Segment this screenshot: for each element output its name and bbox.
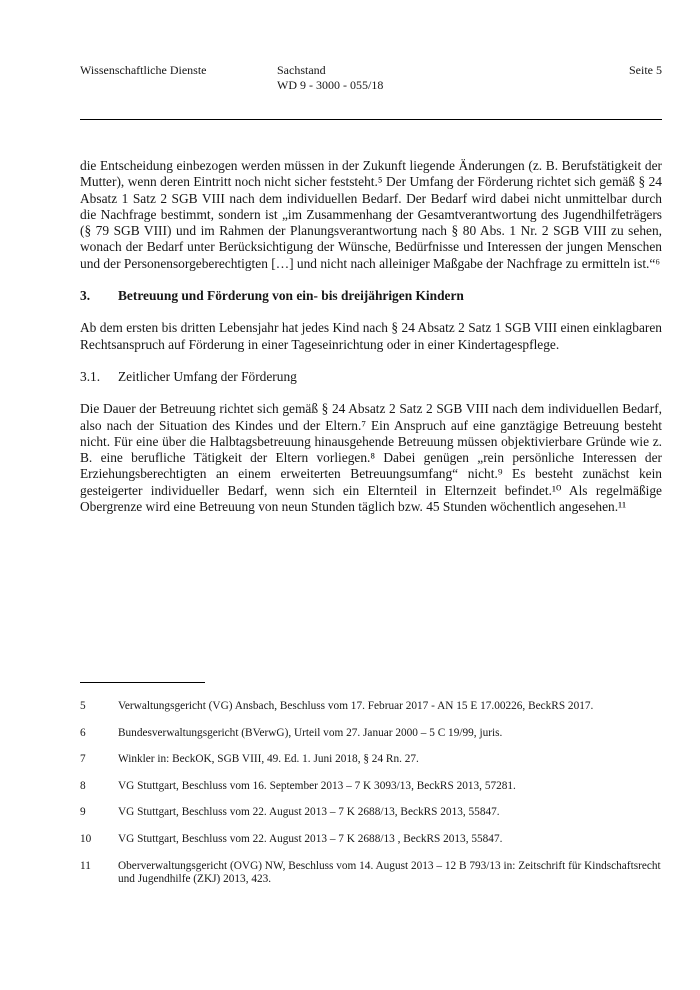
footnote-text: Winkler in: BeckOK, SGB VIII, 49. Ed. 1. Juni 2018, § 24 Rn. 27. (118, 753, 419, 766)
footnote (80, 753, 662, 767)
footnote (80, 860, 662, 887)
header-org: Wissenschaftliche Dienste (80, 63, 207, 77)
section-3-title: Betreuung und Förderung von ein- bis dreijährigen Kindern (118, 288, 464, 304)
footnote-number: 5 (80, 700, 86, 712)
footnote-text: Verwaltungsgericht (VG) Ansbach, Beschluss vom 17. Februar 2017 - AN 15 E 17.00226, BeckRS 2017. (118, 700, 594, 712)
header-doc-info (277, 63, 629, 93)
header-doc-number: WD 9 - 3000 - 055/18 (277, 78, 384, 92)
section-3-number: 3. (80, 288, 91, 304)
header-doc-type: Sachstand (277, 63, 326, 77)
footnote-text: VG Stuttgart, Beschluss vom 22. August 2013 – 7 K 2688/13, BeckRS 2013, 55847. (118, 806, 500, 819)
body-paragraph-2: Ab dem ersten bis dritten Lebensjahr hat jedes Kind nach § 24 Absatz 2 Satz 1 SGB VIII einen einklagbaren Rechtsanspruch auf Förderung in einer Tageseinrichtung oder in einer Kindertagespflege. (80, 320, 662, 352)
footnote (80, 806, 662, 820)
section-3-1-title: Zeitlicher Umfang der Förderung (118, 368, 297, 384)
footnote-separator (80, 682, 205, 683)
header-page-number: Seite 5 (629, 63, 662, 77)
footnote-number: 9 (80, 806, 86, 819)
document-body (80, 158, 662, 531)
footnote-text: VG Stuttgart, Beschluss vom 22. August 2013 – 7 K 2688/13 , BeckRS 2013, 55847. (118, 832, 503, 845)
section-3-heading (80, 288, 662, 304)
footnote (80, 700, 662, 714)
section-3-1-number: 3.1. (80, 368, 101, 384)
body-paragraph-1: die Entscheidung einbezogen werden müssen in der Zukunft liegende Änderungen (z. B. Berufstätigkeit der Mutter), wenn deren Eintritt noch nicht sicher feststeht.⁵ Der Umfang der Förderung richtet sich gemäß § 24 Absatz 1 Satz 2 SGB VIII nach dem individuellen Bedarf. Der Bedarf wird dabei nicht unmittelbar durch die Nachfrage bestimmt, sondern ist „im Zusammenhang der Gesamtverantwortung des Jugendhilfeträgers (§ 79 SGB VIII) und im Rahmen der Planungsverantwortung nach § 80 Abs. 1 Nr. 2 SGB VIII zu sehen, wonach der Bedarf unter Berücksichtigung der Wünsche, Bedürfnisse und Interessen der jungen Menschen und der Personensorgeberechtigten […] und nicht nach alleiniger Maßgabe der Nachfrage zu ermitteln ist.“⁶ (80, 158, 662, 271)
footnote-text: VG Stuttgart, Beschluss vom 16. September 2013 – 7 K 3093/13, BeckRS 2013, 57281. (118, 779, 516, 792)
footnotes-section (80, 682, 662, 900)
section-3-1-heading (80, 369, 662, 385)
footnote-number: 10 (80, 832, 92, 845)
footnote (80, 833, 662, 847)
header-rule (80, 119, 662, 120)
footnote-text: Oberverwaltungsgericht (OVG) NW, Beschluss vom 14. August 2013 – 12 B 793/13 in: Zeitschrift für Kindschaftsrecht und Jugendhilfe (ZKJ) 2013, 423. (118, 859, 661, 886)
page-header (80, 63, 662, 93)
footnote-number: 11 (80, 859, 91, 872)
footnote-number: 7 (80, 753, 86, 766)
footnote-text: Bundesverwaltungsgericht (BVerwG), Urteil vom 27. Januar 2000 – 5 C 19/99, juris. (118, 726, 503, 739)
footnote-number: 8 (80, 779, 86, 792)
footnote (80, 727, 662, 741)
footnote (80, 780, 662, 794)
body-paragraph-3: Die Dauer der Betreuung richtet sich gemäß § 24 Absatz 2 Satz 2 SGB VIII nach dem individuellen Bedarf, also nach der Situation des Kindes und der Eltern.⁷ Ein Anspruch auf eine ganztägige Betreuung besteht nicht. Für eine über die Halbtagsbetreuung hinausgehende Betreuung müssen objektivierbare Gründe wie z. B. eine berufliche Tätigkeit der Eltern vorliegen.⁸ Dabei genügen „rein persönliche Interessen der Erziehungsberechtigten an einem erweiterten Betreuungsumfang“ nicht.⁹ Es besteht zunächst kein gesteigerter individueller Bedarf, wenn sich ein Elternteil in Elternzeit befindet.¹⁰ Als regelmäßige Obergrenze wird eine Betreuung von neun Stunden täglich bzw. 45 Stunden wöchentlich angesehen.¹¹ (80, 401, 662, 515)
footnote-number: 6 (80, 726, 86, 739)
